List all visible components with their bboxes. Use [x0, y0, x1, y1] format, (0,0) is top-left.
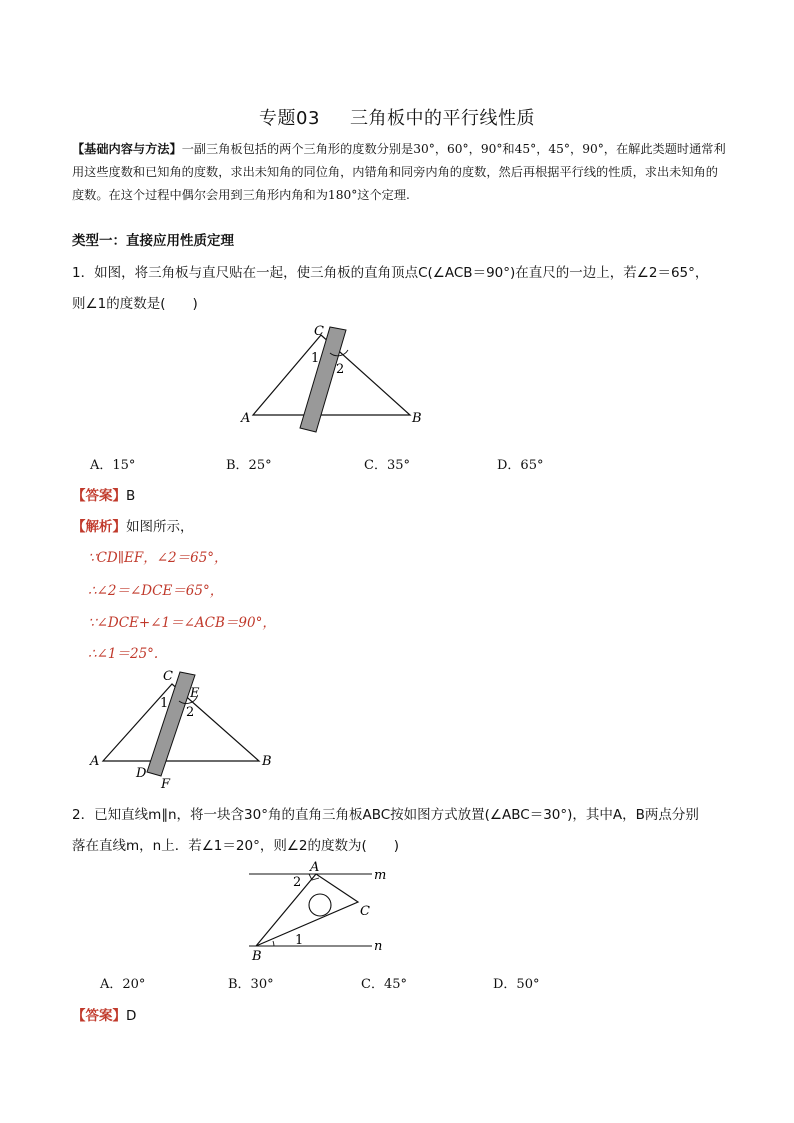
q1s-label-a: A: [90, 754, 100, 769]
title-number: 专题03: [259, 108, 320, 129]
q1-solution-figure: [86, 664, 286, 792]
analysis-label: 【解析】: [72, 519, 126, 535]
q2-answer: [72, 1004, 136, 1024]
q2-stem-line2: 落在直线m，n上．若∠1＝20°，则∠2的度数为( ): [72, 838, 400, 854]
intro-paragraph: [72, 138, 727, 207]
q1-option-a[interactable]: A．15°: [90, 458, 136, 473]
q2-stem-line1: 2．已知直线m∥n，将一块含30°角的直角三角板ABC按如图方式放置(∠ABC＝30°)，其中A，B两点分别: [72, 807, 699, 823]
q1-label-2: 2: [336, 362, 345, 377]
q1s-label-d: D: [136, 766, 147, 781]
q1s-label-1: 1: [160, 696, 169, 711]
q1-label-a: A: [241, 411, 251, 426]
q2-label-a: A: [310, 860, 320, 875]
q1-label-1: 1: [311, 351, 320, 366]
q1s-label-b: B: [262, 754, 272, 769]
q2-label-2: 2: [293, 875, 302, 890]
q2-figure: [240, 858, 400, 966]
q2-label-b: B: [252, 949, 262, 964]
q1s-label-2: 2: [186, 705, 195, 720]
q2-label-c: C: [360, 904, 370, 919]
q2-option-a[interactable]: A．20°: [100, 977, 146, 992]
q1-stem-line1: 1．如图，将三角板与直尺贴在一起，使三角板的直角顶点C(∠ACB＝90°)在直尺的一边上，若∠2＝65°，: [72, 265, 709, 281]
q1-label-c: C: [314, 324, 324, 339]
q1-analysis: [72, 515, 194, 535]
title-text: 三角板中的平行线性质: [349, 108, 535, 129]
q2-triangle: [256, 874, 358, 946]
q1s-label-c: C: [163, 669, 173, 684]
intro-text: 一副三角板包括的两个三角形的度数分别是30°，60°，90°和45°，45°，90°，在解此类题时通常利用这些度数和已知角的度数，求出未知角的同位角，内错角和同旁内角的度数，然后再根据平行线的性质，求出未知角的度数。在这个过程中偶尔会用到三角形内角和为180°这个定理.: [72, 142, 726, 202]
q2-label-m: m: [374, 868, 387, 883]
q1-ruler: [300, 327, 346, 432]
q1s-label-e: E: [190, 686, 200, 701]
q2-option-c[interactable]: C．45°: [361, 977, 407, 992]
q2-triangle-hole: [309, 894, 331, 916]
q2-option-d[interactable]: D．50°: [493, 977, 540, 992]
answer-value: D: [126, 1008, 137, 1024]
analysis-text: 如图所示，: [126, 519, 194, 535]
q2-angle1-arc: [273, 941, 274, 946]
section-heading: 类型一：直接应用性质定理: [72, 233, 234, 249]
q1-option-c[interactable]: C．35°: [364, 458, 410, 473]
answer-label: 【答案】: [72, 1008, 126, 1024]
q2-label-n: n: [374, 939, 383, 954]
q1-label-b: B: [412, 411, 422, 426]
q1s-label-f: F: [161, 777, 171, 792]
page-title: [0, 104, 794, 130]
q1-step-4: ∴∠1＝25°.: [88, 646, 159, 662]
intro-label: 【基础内容与方法】: [72, 142, 182, 156]
q1-option-b[interactable]: B．25°: [226, 458, 272, 473]
q2-option-b[interactable]: B．30°: [228, 977, 274, 992]
q2-label-1: 1: [295, 933, 304, 948]
q1-step-2: ∴∠2＝∠DCE＝65°，: [88, 583, 224, 599]
q1-figure: [230, 318, 430, 436]
q1-option-d[interactable]: D．65°: [497, 458, 544, 473]
q1-answer: [72, 484, 135, 504]
answer-value: B: [126, 488, 136, 504]
answer-label: 【答案】: [72, 488, 126, 504]
q1-step-3: ∵∠DCE+∠1＝∠ACB＝90°，: [88, 615, 276, 631]
q1-stem-line2: 则∠1的度数是( ): [72, 296, 198, 312]
q1-step-1: ∵CD∥EF，∠2＝65°，: [88, 550, 228, 566]
